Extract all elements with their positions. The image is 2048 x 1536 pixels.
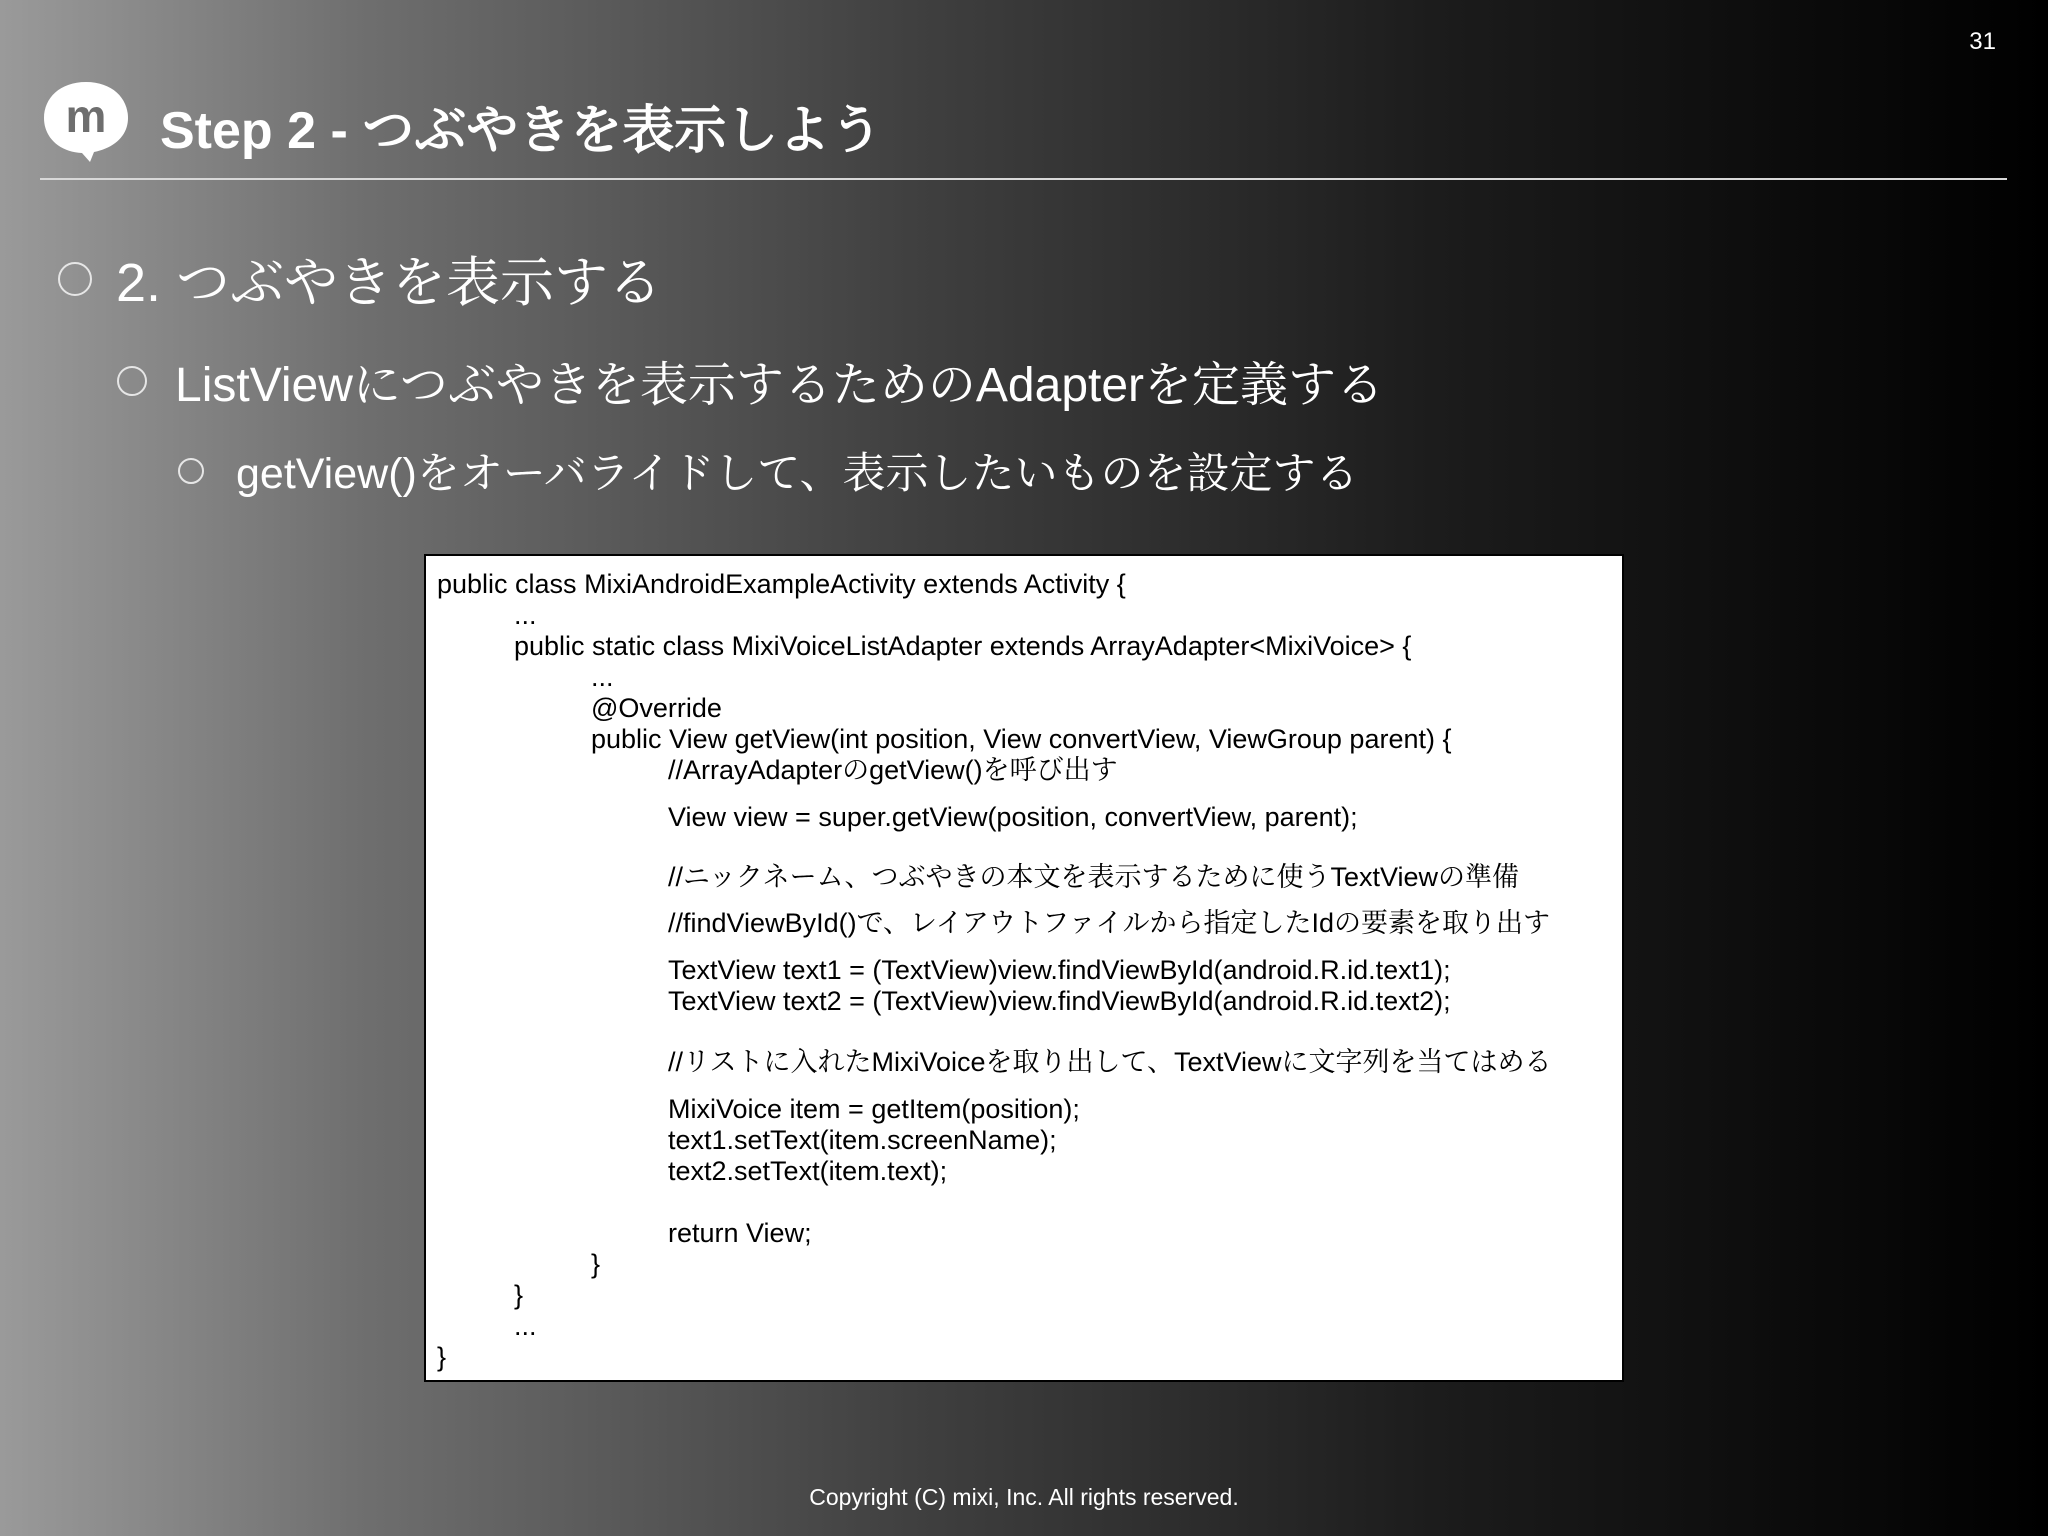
mixi-logo-icon <box>38 76 134 164</box>
code-line: text2.setText(item.text); <box>668 1156 948 1186</box>
bullet-circle-icon <box>58 262 92 296</box>
code-line: } <box>437 1342 447 1372</box>
bullet-level-2 <box>117 346 1384 415</box>
code-line: MixiVoice item = getItem(position); <box>668 1094 1080 1124</box>
code-line: return View; <box>668 1218 812 1248</box>
bullet-level-1 <box>58 240 662 317</box>
page-number: 31 <box>1969 28 1996 55</box>
code-line: //リストに入れたMixiVoiceを取り出して、TextViewに文字列を当てはめる <box>668 1047 1552 1077</box>
code-line: TextView text2 = (TextView)view.findViewById(android.R.id.text2); <box>668 986 1451 1016</box>
bullet-circle-icon <box>178 458 204 484</box>
bullet-circle-icon <box>117 366 147 396</box>
title-divider <box>40 178 2007 180</box>
code-line: View view = super.getView(position, convertView, parent); <box>668 802 1358 832</box>
code-line: } <box>514 1280 524 1310</box>
slide-title: Step 2 - つぶやきを表示しよう <box>160 102 883 160</box>
code-line: //ArrayAdapterのgetView()を呼び出す <box>668 755 1118 785</box>
code-line: //ニックネーム、つぶやきの本文を表示するために使うTextViewの準備 <box>668 862 1520 892</box>
code-line: //findViewById()で、レイアウトファイルから指定したIdの要素を取り出す <box>668 908 1551 938</box>
code-line: TextView text1 = (TextView)view.findViewById(android.R.id.text1); <box>668 955 1451 985</box>
bullet-text: 2. つぶやきを表示する <box>116 253 663 313</box>
code-line: ... <box>514 600 537 630</box>
bullet-text: ListViewにつぶやきを表示するためのAdapterを定義する <box>175 359 1385 412</box>
svg-text:m: m <box>65 90 107 142</box>
code-line: text1.setText(item.screenName); <box>668 1125 1057 1155</box>
bullet-level-3 <box>178 440 1359 501</box>
code-line: public class MixiAndroidExampleActivity extends Activity { <box>437 569 1126 599</box>
code-line: ... <box>591 662 614 692</box>
code-box <box>424 554 1624 1382</box>
copyright-footer: Copyright (C) mixi, Inc. All rights reserved. <box>809 1484 1239 1510</box>
code-line: ... <box>514 1311 537 1341</box>
code-line: @Override <box>591 693 722 723</box>
code-line: public View getView(int position, View convertView, ViewGroup parent) { <box>591 724 1452 754</box>
code-line: public static class MixiVoiceListAdapter extends ArrayAdapter<MixiVoice> { <box>514 631 1412 661</box>
bullet-text: getView()をオーバライドして、表示したいものを設定する <box>236 450 1359 498</box>
code-line: } <box>591 1249 601 1279</box>
